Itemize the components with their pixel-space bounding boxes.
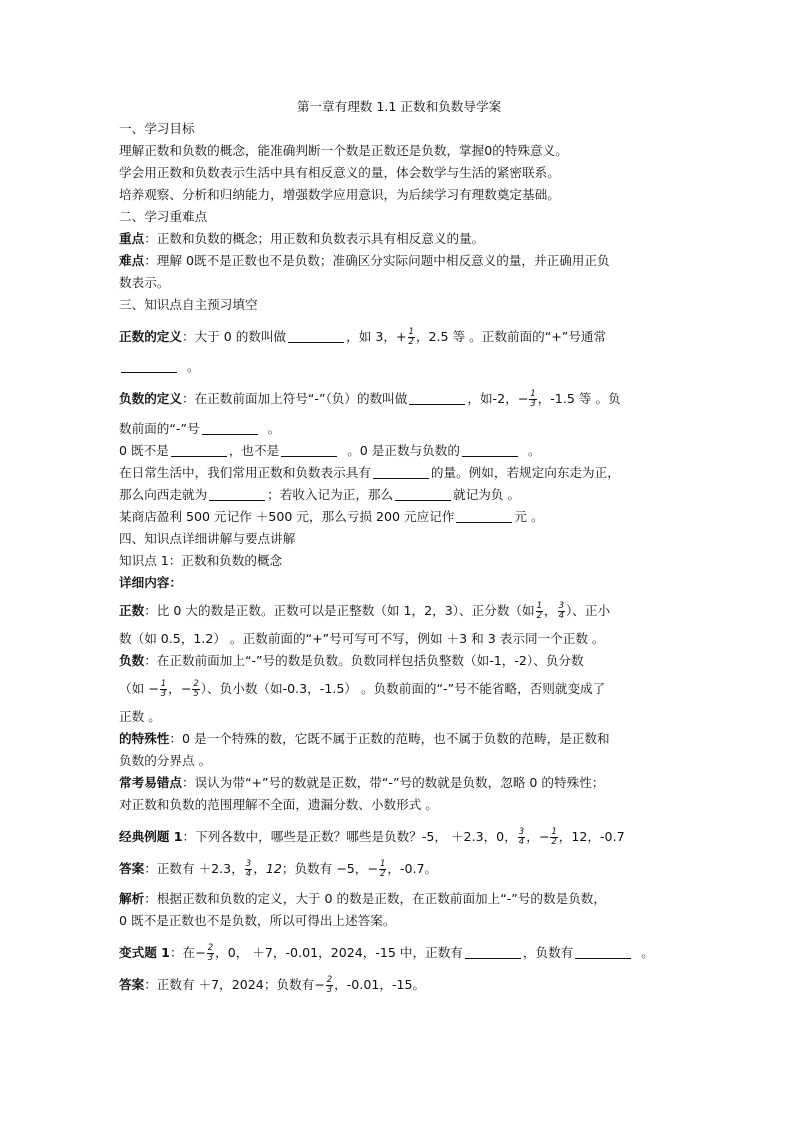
numerator: 1: [551, 827, 557, 837]
denominator: 2: [536, 611, 542, 621]
example-1-a: ：下列各数中，哪些是正数？哪些是负数？-5， ＋2.3，0，: [182, 829, 517, 844]
life-text-e: 就记为负 。: [453, 487, 521, 502]
answer-1-b: ，12: [253, 861, 282, 876]
fraction-one-third: [160, 680, 167, 699]
section-heading-preview: 三、知识点自主预习填空: [119, 297, 258, 312]
zero-special-cont: 负数的分界点 。: [119, 753, 212, 768]
positive-detail-b: ）、正小: [566, 603, 611, 618]
variant-1-c: ，负数有: [522, 945, 574, 960]
answer-2-b: ，-0.01，-15。: [334, 977, 426, 992]
zero-special-a: ：0 是一个特殊的数，它既不属于正数的范畴，也不属于负数的范畴，是正数和: [169, 731, 610, 746]
fraction-two-fifths: [192, 680, 199, 699]
positive-text-d: 。: [187, 359, 200, 374]
fraction-three-quarters: [558, 602, 565, 621]
zero-text-a: 0 既不是: [119, 443, 169, 458]
fill-blank[interactable]: [575, 944, 631, 959]
life-example-cont: [119, 484, 679, 506]
negative-detail-c: ）、负小数（如-0.3，-1.5） 。负数前面的“-”号不能省略，否则就变成了: [200, 681, 606, 696]
numerator: 1: [160, 679, 167, 689]
answer-1-c: ；负数有 −5，−: [281, 861, 378, 876]
variant-1-b: ，0， ＋7，-0.01，2024，-15 中，正数有: [215, 945, 463, 960]
life-text-a: 在日常生活中，我们常用正数和负数表示具有: [119, 465, 371, 480]
shop-example: [119, 506, 679, 528]
negative-label: 负数的定义: [119, 391, 182, 406]
negative-text-a: ：在正数前面加上符号“-”（负）的数叫做: [181, 391, 408, 406]
life-example: [119, 462, 679, 484]
numerator: 2: [193, 679, 199, 689]
variant-1: [119, 942, 679, 964]
numerator: 2: [207, 943, 214, 953]
life-text-c: 那么向西走就为: [119, 487, 208, 502]
example-1-c: ，12，-0.7: [558, 829, 625, 844]
difficulty-label: 难点: [119, 253, 145, 268]
fill-blank[interactable]: [456, 508, 512, 523]
common-errors: [119, 772, 679, 794]
denominator: 2: [379, 869, 386, 879]
negative-definition-cont: [119, 418, 679, 440]
life-text-d: ；若收入记为正，那么: [267, 487, 394, 502]
page-title: 第一章有理数 1.1 正数和负数导学案: [296, 99, 502, 114]
answer-2-label: 答案: [119, 977, 145, 992]
numerator: 3: [518, 827, 525, 837]
fill-blank[interactable]: [121, 358, 177, 373]
variant-1-a: ：在−: [169, 945, 206, 960]
fraction-one-half: [379, 860, 386, 879]
example-1-b: ，−: [526, 829, 550, 844]
negative-detail-b: （如 −: [119, 681, 159, 696]
variant-1-label: 变式题 1: [119, 945, 170, 960]
document-body: [119, 96, 679, 1004]
zero-special: [119, 728, 679, 750]
difficulty-text-2: 数表示。: [119, 275, 170, 290]
negative-definition: [119, 388, 679, 410]
key-text: ：正数和负数的概念；用正数和负数表示具有相反意义的量。: [144, 231, 485, 246]
goal-2: 学会用正数和负数表示生活中具有相反意义的量，体会数学与生活的紧密联系。: [119, 165, 560, 180]
fraction-one-half: [550, 828, 557, 847]
section-heading-keypoints: 二、学习重难点: [119, 209, 208, 224]
denominator: 3: [207, 953, 214, 963]
positive-detail-cont: 数（如 0.5，1.2） 。正数前面的“+”号可写可不写，例如 ＋3 和 3 表示同一个正数 。: [119, 631, 605, 646]
fraction-one-half: [536, 602, 543, 621]
analysis: [119, 888, 679, 910]
fill-blank[interactable]: [465, 944, 521, 959]
denominator: 4: [245, 869, 252, 879]
fill-blank[interactable]: [202, 420, 258, 435]
answer-2-a: ：正数有 ＋7，2024；负数有−: [144, 977, 325, 992]
knowledge-point-1: 知识点 1：正数和负数的概念: [119, 553, 283, 568]
positive-definition: [119, 326, 679, 348]
detail-label: 详细内容: [119, 575, 170, 590]
fill-blank[interactable]: [281, 442, 337, 457]
negative-detail-end: 正数 。: [119, 709, 161, 724]
denominator: 3: [530, 399, 536, 409]
answer-1: [119, 858, 679, 880]
negative-detail-a: ：在正数前面加上“-”号的数是负数。负数同样包括负整数（如-1，-2）、负分数: [144, 653, 584, 668]
separator: ，: [544, 603, 557, 618]
variant-1-d: 。: [641, 945, 654, 960]
negative-detail: [119, 650, 679, 672]
numerator: 2: [326, 975, 333, 985]
zero-text-b: ，也不是: [228, 443, 280, 458]
numerator: 1: [408, 327, 414, 337]
positive-text-a: ：大于 0 的数叫做: [181, 329, 287, 344]
detail-heading: [119, 572, 679, 594]
denominator: 4: [558, 611, 565, 621]
negative-text-c: ，-1.5 等 。负: [537, 391, 621, 406]
life-text-b: 的量。例如，若规定向东走为正，: [430, 465, 620, 480]
fill-blank[interactable]: [395, 486, 451, 501]
shop-text-a: 某商店盈利 500 元记作 ＋500 元，那么亏损 200 元应记作: [119, 509, 455, 524]
numerator: 1: [536, 601, 542, 611]
key-label: 重点: [119, 231, 145, 246]
zero-text-c: 。0 是正数与负数的: [347, 443, 460, 458]
separator: ，−: [168, 681, 192, 696]
negative-text-d: 数前面的“-”号: [119, 421, 200, 436]
answer-1-d: ，-0.7。: [387, 861, 438, 876]
answer-2: [119, 974, 679, 996]
positive-detail: [119, 600, 679, 622]
answer-1-a: ：正数有 ＋2.3，: [144, 861, 244, 876]
zero-statement: [119, 440, 679, 462]
denominator: 2: [408, 337, 414, 347]
example-1: [119, 826, 679, 848]
positive-text-b: ，如 3，+: [346, 329, 407, 344]
negative-text-b: ，如-2，−: [467, 391, 529, 406]
common-errors-label: 常考易错点: [119, 775, 182, 790]
fill-blank[interactable]: [462, 442, 518, 457]
positive-detail-a: ：比 0 大的数是正数。正数可以是正整数（如 1，2，3）、正分数（如: [144, 603, 535, 618]
fill-blank[interactable]: [409, 390, 465, 405]
fraction-three-quarters: [245, 860, 252, 879]
fraction-two-thirds: [326, 976, 333, 995]
negative-detail-cont: [119, 678, 679, 700]
fraction-three-quarters: [518, 828, 525, 847]
positive-detail-label: 正数: [119, 603, 145, 618]
goal-3: 培养观察、分析和归纳能力，增强数学应用意识，为后续学习有理数奠定基础。: [119, 187, 560, 202]
example-1-label: 经典例题 1: [119, 829, 183, 844]
fill-blank[interactable]: [171, 442, 227, 457]
analysis-cont: 0 既不是正数也不是负数，所以可得出上述答案。: [119, 913, 396, 928]
positive-label: 正数的定义: [119, 329, 182, 344]
zero-text-d: 。: [527, 443, 541, 458]
answer-1-label: 答案: [119, 861, 145, 876]
positive-definition-cont: [119, 356, 679, 378]
analysis-label: 解析: [119, 891, 145, 906]
shop-text-b: 元 。: [514, 509, 544, 524]
fraction-one-half: [408, 328, 415, 347]
section-heading-goals: 一、学习目标: [119, 121, 195, 136]
difficulty: [119, 250, 679, 272]
fraction-one-third: [529, 390, 536, 409]
analysis-a: ：根据正数和负数的定义，大于 0 的数是正数，在正数前面加上“-”号的数是负数，: [144, 891, 606, 906]
fill-blank[interactable]: [373, 464, 429, 479]
zero-special-label: 的特殊性: [119, 731, 170, 746]
fill-blank[interactable]: [288, 328, 344, 343]
denominator: 2: [551, 837, 557, 847]
difficulty-text-1: ：理解 0既不是正数也不是负数；准确区分实际问题中相反意义的量，并正确用正负: [144, 253, 610, 268]
common-errors-cont: 对正数和负数的范围理解不全面，遗漏分数、小数形式 。: [119, 797, 438, 812]
fill-blank[interactable]: [209, 486, 265, 501]
denominator: 3: [326, 985, 333, 995]
common-errors-a: ：误认为带“+”号的数就是正数，带“-”号的数就是负数，忽略 0 的特殊性；: [181, 775, 605, 790]
denominator: 4: [518, 837, 525, 847]
goal-1: 理解正数和负数的概念，能准确判断一个数是正数还是负数，掌握0的特殊意义。: [119, 143, 568, 158]
detail-colon: ：: [169, 575, 182, 590]
denominator: 5: [193, 689, 199, 699]
numerator: 1: [379, 859, 386, 869]
denominator: 3: [160, 689, 167, 699]
numerator: 3: [245, 859, 252, 869]
numerator: 3: [558, 601, 565, 611]
negative-text-e: 。: [267, 421, 281, 436]
key-point: [119, 228, 679, 250]
positive-text-c: ，2.5 等 。正数前面的“+”号通常: [415, 329, 607, 344]
section-heading-explain: 四、知识点详细讲解与要点讲解: [119, 531, 296, 546]
numerator: 1: [530, 389, 536, 399]
fraction-two-thirds: [207, 944, 214, 963]
negative-detail-label: 负数: [119, 653, 145, 668]
